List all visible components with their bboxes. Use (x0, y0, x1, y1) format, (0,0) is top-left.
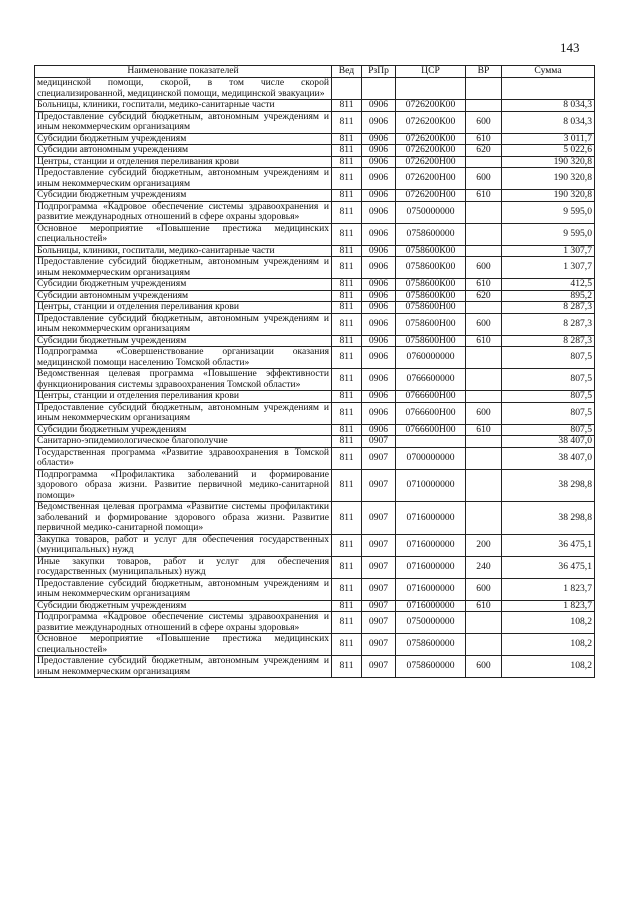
row-vr-cell: 610 (466, 190, 502, 202)
row-name-cell: Субсидии автономным учреждениям (35, 145, 332, 157)
row-vr-cell (466, 302, 502, 314)
row-ved-cell: 811 (332, 133, 362, 145)
table-row (35, 190, 595, 202)
table-row (35, 391, 595, 403)
row-ved-cell: 811 (332, 369, 362, 391)
table-row (35, 634, 595, 656)
table-row (35, 279, 595, 291)
row-name-cell: Больницы, клиники, госпитали, медико-санитарные части (35, 100, 332, 112)
row-csr-cell: 0766600Н00 (396, 391, 466, 403)
row-csr-cell: 0716000000 (396, 578, 466, 600)
row-name-cell: Подпрограмма «Кадровое обеспечение системы здравоохранения и развитие международных отношений в сфере охраны здоровья» (35, 201, 332, 223)
row-sum-cell: 8 287,3 (502, 313, 595, 335)
row-csr-cell: 0758600Н00 (396, 313, 466, 335)
row-ved-cell: 811 (332, 424, 362, 436)
row-rzpr-cell: 0906 (362, 424, 396, 436)
row-rzpr-cell: 0907 (362, 578, 396, 600)
table-row (35, 201, 595, 223)
row-sum-cell: 38 407,0 (502, 436, 595, 448)
table-row (35, 369, 595, 391)
table-row (35, 502, 595, 535)
row-csr-cell: 0726200К00 (396, 133, 466, 145)
row-name-cell: Субсидии бюджетным учреждениям (35, 133, 332, 145)
row-name-cell: Субсидии бюджетным учреждениям (35, 600, 332, 612)
row-name-cell: Центры, станции и отделения переливания крови (35, 302, 332, 314)
header-ved: Вед (332, 66, 362, 78)
row-vr-cell (466, 502, 502, 535)
row-rzpr-cell: 0906 (362, 245, 396, 257)
table-row (35, 168, 595, 190)
table-row (35, 100, 595, 112)
row-rzpr-cell: 0907 (362, 612, 396, 634)
row-rzpr-cell: 0907 (362, 656, 396, 678)
row-sum-cell: 807,5 (502, 369, 595, 391)
table-row (35, 556, 595, 578)
row-name-cell: Субсидии бюджетным учреждениям (35, 335, 332, 347)
row-name-cell: Субсидии бюджетным учреждениям (35, 424, 332, 436)
row-name-cell: Предоставление субсидий бюджетным, автономным учреждениям и иным некоммерческим организациям (35, 402, 332, 424)
row-name-cell: Субсидии бюджетным учреждениям (35, 279, 332, 291)
table-row (35, 257, 595, 279)
row-vr-cell: 620 (466, 290, 502, 302)
row-vr-cell (466, 223, 502, 245)
table-row (35, 335, 595, 347)
row-sum-cell: 807,5 (502, 402, 595, 424)
row-sum-cell: 108,2 (502, 634, 595, 656)
row-rzpr-cell: 0907 (362, 502, 396, 535)
row-csr-cell: 0716000000 (396, 556, 466, 578)
row-ved-cell: 811 (332, 257, 362, 279)
row-vr-cell (466, 391, 502, 403)
row-ved-cell: 811 (332, 656, 362, 678)
row-ved-cell: 811 (332, 223, 362, 245)
table-row (35, 145, 595, 157)
row-sum-cell: 895,2 (502, 290, 595, 302)
row-vr-cell (466, 447, 502, 469)
row-ved-cell: 811 (332, 469, 362, 502)
row-rzpr-cell: 0906 (362, 290, 396, 302)
row-vr-cell: 600 (466, 313, 502, 335)
row-name-cell: медицинской помощи, скорой, в том числе скорой специализированной, медицинской помощи, медицинской эвакуации» (35, 78, 332, 100)
row-ved-cell: 811 (332, 156, 362, 168)
row-csr-cell: 0750000000 (396, 612, 466, 634)
row-csr-cell: 0726200К00 (396, 111, 466, 133)
table-row (35, 245, 595, 257)
row-sum-cell: 190 320,8 (502, 156, 595, 168)
header-rzpr: РзПр (362, 66, 396, 78)
row-rzpr-cell: 0906 (362, 201, 396, 223)
row-name-cell: Санитарно-эпидемиологическое благополучие (35, 436, 332, 448)
row-sum-cell: 1 307,7 (502, 257, 595, 279)
header-sum: Сумма (502, 66, 595, 78)
row-vr-cell (466, 347, 502, 369)
row-rzpr-cell: 0906 (362, 279, 396, 291)
row-rzpr-cell: 0906 (362, 100, 396, 112)
row-ved-cell: 811 (332, 612, 362, 634)
row-vr-cell: 600 (466, 111, 502, 133)
row-ved-cell: 811 (332, 402, 362, 424)
row-csr-cell: 0726200Н00 (396, 156, 466, 168)
row-ved-cell: 811 (332, 447, 362, 469)
row-ved-cell: 811 (332, 245, 362, 257)
row-vr-cell: 610 (466, 279, 502, 291)
row-csr-cell: 0766600Н00 (396, 424, 466, 436)
row-rzpr-cell: 0906 (362, 190, 396, 202)
row-sum-cell: 8 287,3 (502, 302, 595, 314)
table-row (35, 600, 595, 612)
row-vr-cell (466, 156, 502, 168)
row-ved-cell: 811 (332, 556, 362, 578)
table-row (35, 302, 595, 314)
row-sum-cell: 3 011,7 (502, 133, 595, 145)
row-ved-cell: 811 (332, 578, 362, 600)
row-name-cell: Предоставление субсидий бюджетным, автономным учреждениям и иным некоммерческим организациям (35, 168, 332, 190)
row-sum-cell: 1 823,7 (502, 600, 595, 612)
row-rzpr-cell: 0906 (362, 402, 396, 424)
row-vr-cell: 600 (466, 257, 502, 279)
row-rzpr-cell: 0906 (362, 111, 396, 133)
row-rzpr-cell: 0907 (362, 634, 396, 656)
row-vr-cell: 620 (466, 145, 502, 157)
row-sum-cell: 1 307,7 (502, 245, 595, 257)
table-row (35, 402, 595, 424)
row-vr-cell: 600 (466, 656, 502, 678)
row-csr-cell: 0758600Н00 (396, 335, 466, 347)
row-sum-cell: 36 475,1 (502, 534, 595, 556)
row-ved-cell: 811 (332, 111, 362, 133)
table-body (35, 78, 595, 678)
row-csr-cell: 0716000000 (396, 600, 466, 612)
row-vr-cell: 610 (466, 424, 502, 436)
row-rzpr-cell: 0906 (362, 391, 396, 403)
row-name-cell: Подпрограмма «Кадровое обеспечение системы здравоохранения и развитие международных отношений в сфере охраны здоровья» (35, 612, 332, 634)
table-header-row (35, 66, 595, 78)
row-vr-cell: 200 (466, 534, 502, 556)
row-csr-cell: 0760000000 (396, 347, 466, 369)
row-name-cell: Предоставление субсидий бюджетным, автономным учреждениям и иным некоммерческим организациям (35, 578, 332, 600)
row-rzpr-cell: 0906 (362, 347, 396, 369)
table-row (35, 578, 595, 600)
row-rzpr-cell: 0907 (362, 469, 396, 502)
row-vr-cell (466, 612, 502, 634)
page-number: 143 (560, 40, 580, 55)
table-row (35, 612, 595, 634)
table-row (35, 469, 595, 502)
row-rzpr-cell: 0907 (362, 447, 396, 469)
table-row (35, 534, 595, 556)
row-ved-cell: 811 (332, 100, 362, 112)
row-ved-cell: 811 (332, 201, 362, 223)
row-rzpr-cell: 0907 (362, 534, 396, 556)
row-ved-cell: 811 (332, 290, 362, 302)
row-csr-cell: 0758600К00 (396, 257, 466, 279)
table-row (35, 133, 595, 145)
row-name-cell: Субсидии бюджетным учреждениям (35, 190, 332, 202)
row-vr-cell: 610 (466, 335, 502, 347)
row-rzpr-cell: 0906 (362, 313, 396, 335)
row-name-cell: Ведомственная целевая программа «Развитие системы профилактики заболеваний и формирование здорового образа жизни. Развитие первичной медико-санитарной помощи» (35, 502, 332, 535)
row-ved-cell: 811 (332, 313, 362, 335)
table-row (35, 347, 595, 369)
header-csr: ЦСР (396, 66, 466, 78)
row-ved-cell: 811 (332, 145, 362, 157)
budget-table (34, 65, 595, 678)
row-ved-cell: 811 (332, 634, 362, 656)
row-sum-cell: 9 595,0 (502, 201, 595, 223)
row-sum-cell: 38 298,8 (502, 469, 595, 502)
row-sum-cell: 807,5 (502, 347, 595, 369)
header-name: Наименование показателей (35, 66, 332, 78)
row-csr-cell: 0758600000 (396, 656, 466, 678)
row-name-cell: Основное мероприятие «Повышение престижа медицинских специальностей» (35, 634, 332, 656)
row-name-cell: Ведомственная целевая программа «Повышение эффективности функционирования системы здравоохранения Томской области» (35, 369, 332, 391)
row-csr-cell: 0758600К00 (396, 290, 466, 302)
row-sum-cell: 108,2 (502, 656, 595, 678)
row-csr-cell: 0726200Н00 (396, 168, 466, 190)
row-sum-cell: 38 407,0 (502, 447, 595, 469)
row-name-cell: Предоставление субсидий бюджетным, автономным учреждениям и иным некоммерческим организациям (35, 111, 332, 133)
row-sum-cell: 38 298,8 (502, 502, 595, 535)
row-csr-cell: 0716000000 (396, 534, 466, 556)
row-ved-cell: 811 (332, 335, 362, 347)
row-vr-cell (466, 369, 502, 391)
row-rzpr-cell: 0906 (362, 133, 396, 145)
row-rzpr-cell: 0906 (362, 168, 396, 190)
row-csr-cell: 0758600К00 (396, 279, 466, 291)
row-name-cell: Подпрограмма «Профилактика заболеваний и формирование здорового образа жизни. Развитие первичной медико-санитарной помощи» (35, 469, 332, 502)
row-vr-cell (466, 634, 502, 656)
row-csr-cell: 0726200К00 (396, 145, 466, 157)
row-sum-cell: 807,5 (502, 424, 595, 436)
row-ved-cell: 811 (332, 436, 362, 448)
row-rzpr-cell: 0907 (362, 436, 396, 448)
table-row (35, 424, 595, 436)
table-row (35, 656, 595, 678)
row-rzpr-cell: 0906 (362, 335, 396, 347)
row-csr-cell (396, 436, 466, 448)
row-vr-cell (466, 436, 502, 448)
row-sum-cell: 8 034,3 (502, 111, 595, 133)
row-sum-cell (502, 78, 595, 100)
row-vr-cell (466, 78, 502, 100)
row-vr-cell: 610 (466, 133, 502, 145)
row-ved-cell: 811 (332, 347, 362, 369)
row-vr-cell: 240 (466, 556, 502, 578)
row-vr-cell (466, 245, 502, 257)
row-name-cell: Подпрограмма «Совершенствование организации оказания медицинской помощи населению Томской области» (35, 347, 332, 369)
row-sum-cell: 5 022,6 (502, 145, 595, 157)
row-csr-cell: 0726200К00 (396, 100, 466, 112)
row-csr-cell (396, 78, 466, 100)
row-csr-cell: 0766600Н00 (396, 402, 466, 424)
row-rzpr-cell: 0907 (362, 600, 396, 612)
row-csr-cell: 0700000000 (396, 447, 466, 469)
row-ved-cell: 811 (332, 502, 362, 535)
row-vr-cell (466, 469, 502, 502)
row-csr-cell: 0758600000 (396, 223, 466, 245)
row-sum-cell: 36 475,1 (502, 556, 595, 578)
row-csr-cell: 0716000000 (396, 502, 466, 535)
table-row (35, 78, 595, 100)
row-csr-cell: 0750000000 (396, 201, 466, 223)
row-name-cell: Центры, станции и отделения переливания крови (35, 156, 332, 168)
row-sum-cell: 8 034,3 (502, 100, 595, 112)
row-vr-cell (466, 201, 502, 223)
table-row (35, 111, 595, 133)
row-rzpr-cell (362, 78, 396, 100)
row-vr-cell: 600 (466, 402, 502, 424)
row-csr-cell: 0758600К00 (396, 245, 466, 257)
row-name-cell: Основное мероприятие «Повышение престижа медицинских специальностей» (35, 223, 332, 245)
table-row (35, 223, 595, 245)
row-ved-cell: 811 (332, 279, 362, 291)
row-vr-cell: 600 (466, 168, 502, 190)
row-sum-cell: 190 320,8 (502, 190, 595, 202)
row-vr-cell (466, 100, 502, 112)
row-sum-cell: 190 320,8 (502, 168, 595, 190)
table-row (35, 447, 595, 469)
row-name-cell: Центры, станции и отделения переливания крови (35, 391, 332, 403)
row-ved-cell (332, 78, 362, 100)
row-ved-cell: 811 (332, 534, 362, 556)
row-name-cell: Больницы, клиники, госпитали, медико-санитарные части (35, 245, 332, 257)
row-rzpr-cell: 0906 (362, 302, 396, 314)
table-row (35, 436, 595, 448)
row-name-cell: Предоставление субсидий бюджетным, автономным учреждениям и иным некоммерческим организациям (35, 313, 332, 335)
row-rzpr-cell: 0906 (362, 369, 396, 391)
row-ved-cell: 811 (332, 190, 362, 202)
row-csr-cell: 0726200Н00 (396, 190, 466, 202)
header-vr: ВР (466, 66, 502, 78)
row-ved-cell: 811 (332, 600, 362, 612)
row-csr-cell: 0758600Н00 (396, 302, 466, 314)
row-ved-cell: 811 (332, 391, 362, 403)
row-csr-cell: 0766600000 (396, 369, 466, 391)
row-sum-cell: 8 287,3 (502, 335, 595, 347)
row-csr-cell: 0758600000 (396, 634, 466, 656)
row-name-cell: Государственная программа «Развитие здравоохранения в Томской области» (35, 447, 332, 469)
row-sum-cell: 412,5 (502, 279, 595, 291)
row-ved-cell: 811 (332, 168, 362, 190)
row-sum-cell: 108,2 (502, 612, 595, 634)
row-rzpr-cell: 0906 (362, 156, 396, 168)
row-rzpr-cell: 0907 (362, 556, 396, 578)
row-csr-cell: 0710000000 (396, 469, 466, 502)
row-sum-cell: 9 595,0 (502, 223, 595, 245)
row-name-cell: Закупка товаров, работ и услуг для обеспечения государственных (муниципальных) нужд (35, 534, 332, 556)
table-row (35, 156, 595, 168)
table-row (35, 290, 595, 302)
row-ved-cell: 811 (332, 302, 362, 314)
row-rzpr-cell: 0906 (362, 145, 396, 157)
row-sum-cell: 807,5 (502, 391, 595, 403)
row-rzpr-cell: 0906 (362, 223, 396, 245)
row-name-cell: Субсидии автономным учреждениям (35, 290, 332, 302)
row-rzpr-cell: 0906 (362, 257, 396, 279)
row-name-cell: Предоставление субсидий бюджетным, автономным учреждениям и иным некоммерческим организациям (35, 656, 332, 678)
row-sum-cell: 1 823,7 (502, 578, 595, 600)
row-vr-cell: 600 (466, 578, 502, 600)
table-row (35, 313, 595, 335)
row-name-cell: Иные закупки товаров, работ и услуг для обеспечения государственных (муниципальных) нужд (35, 556, 332, 578)
row-vr-cell: 610 (466, 600, 502, 612)
row-name-cell: Предоставление субсидий бюджетным, автономным учреждениям и иным некоммерческим организациям (35, 257, 332, 279)
